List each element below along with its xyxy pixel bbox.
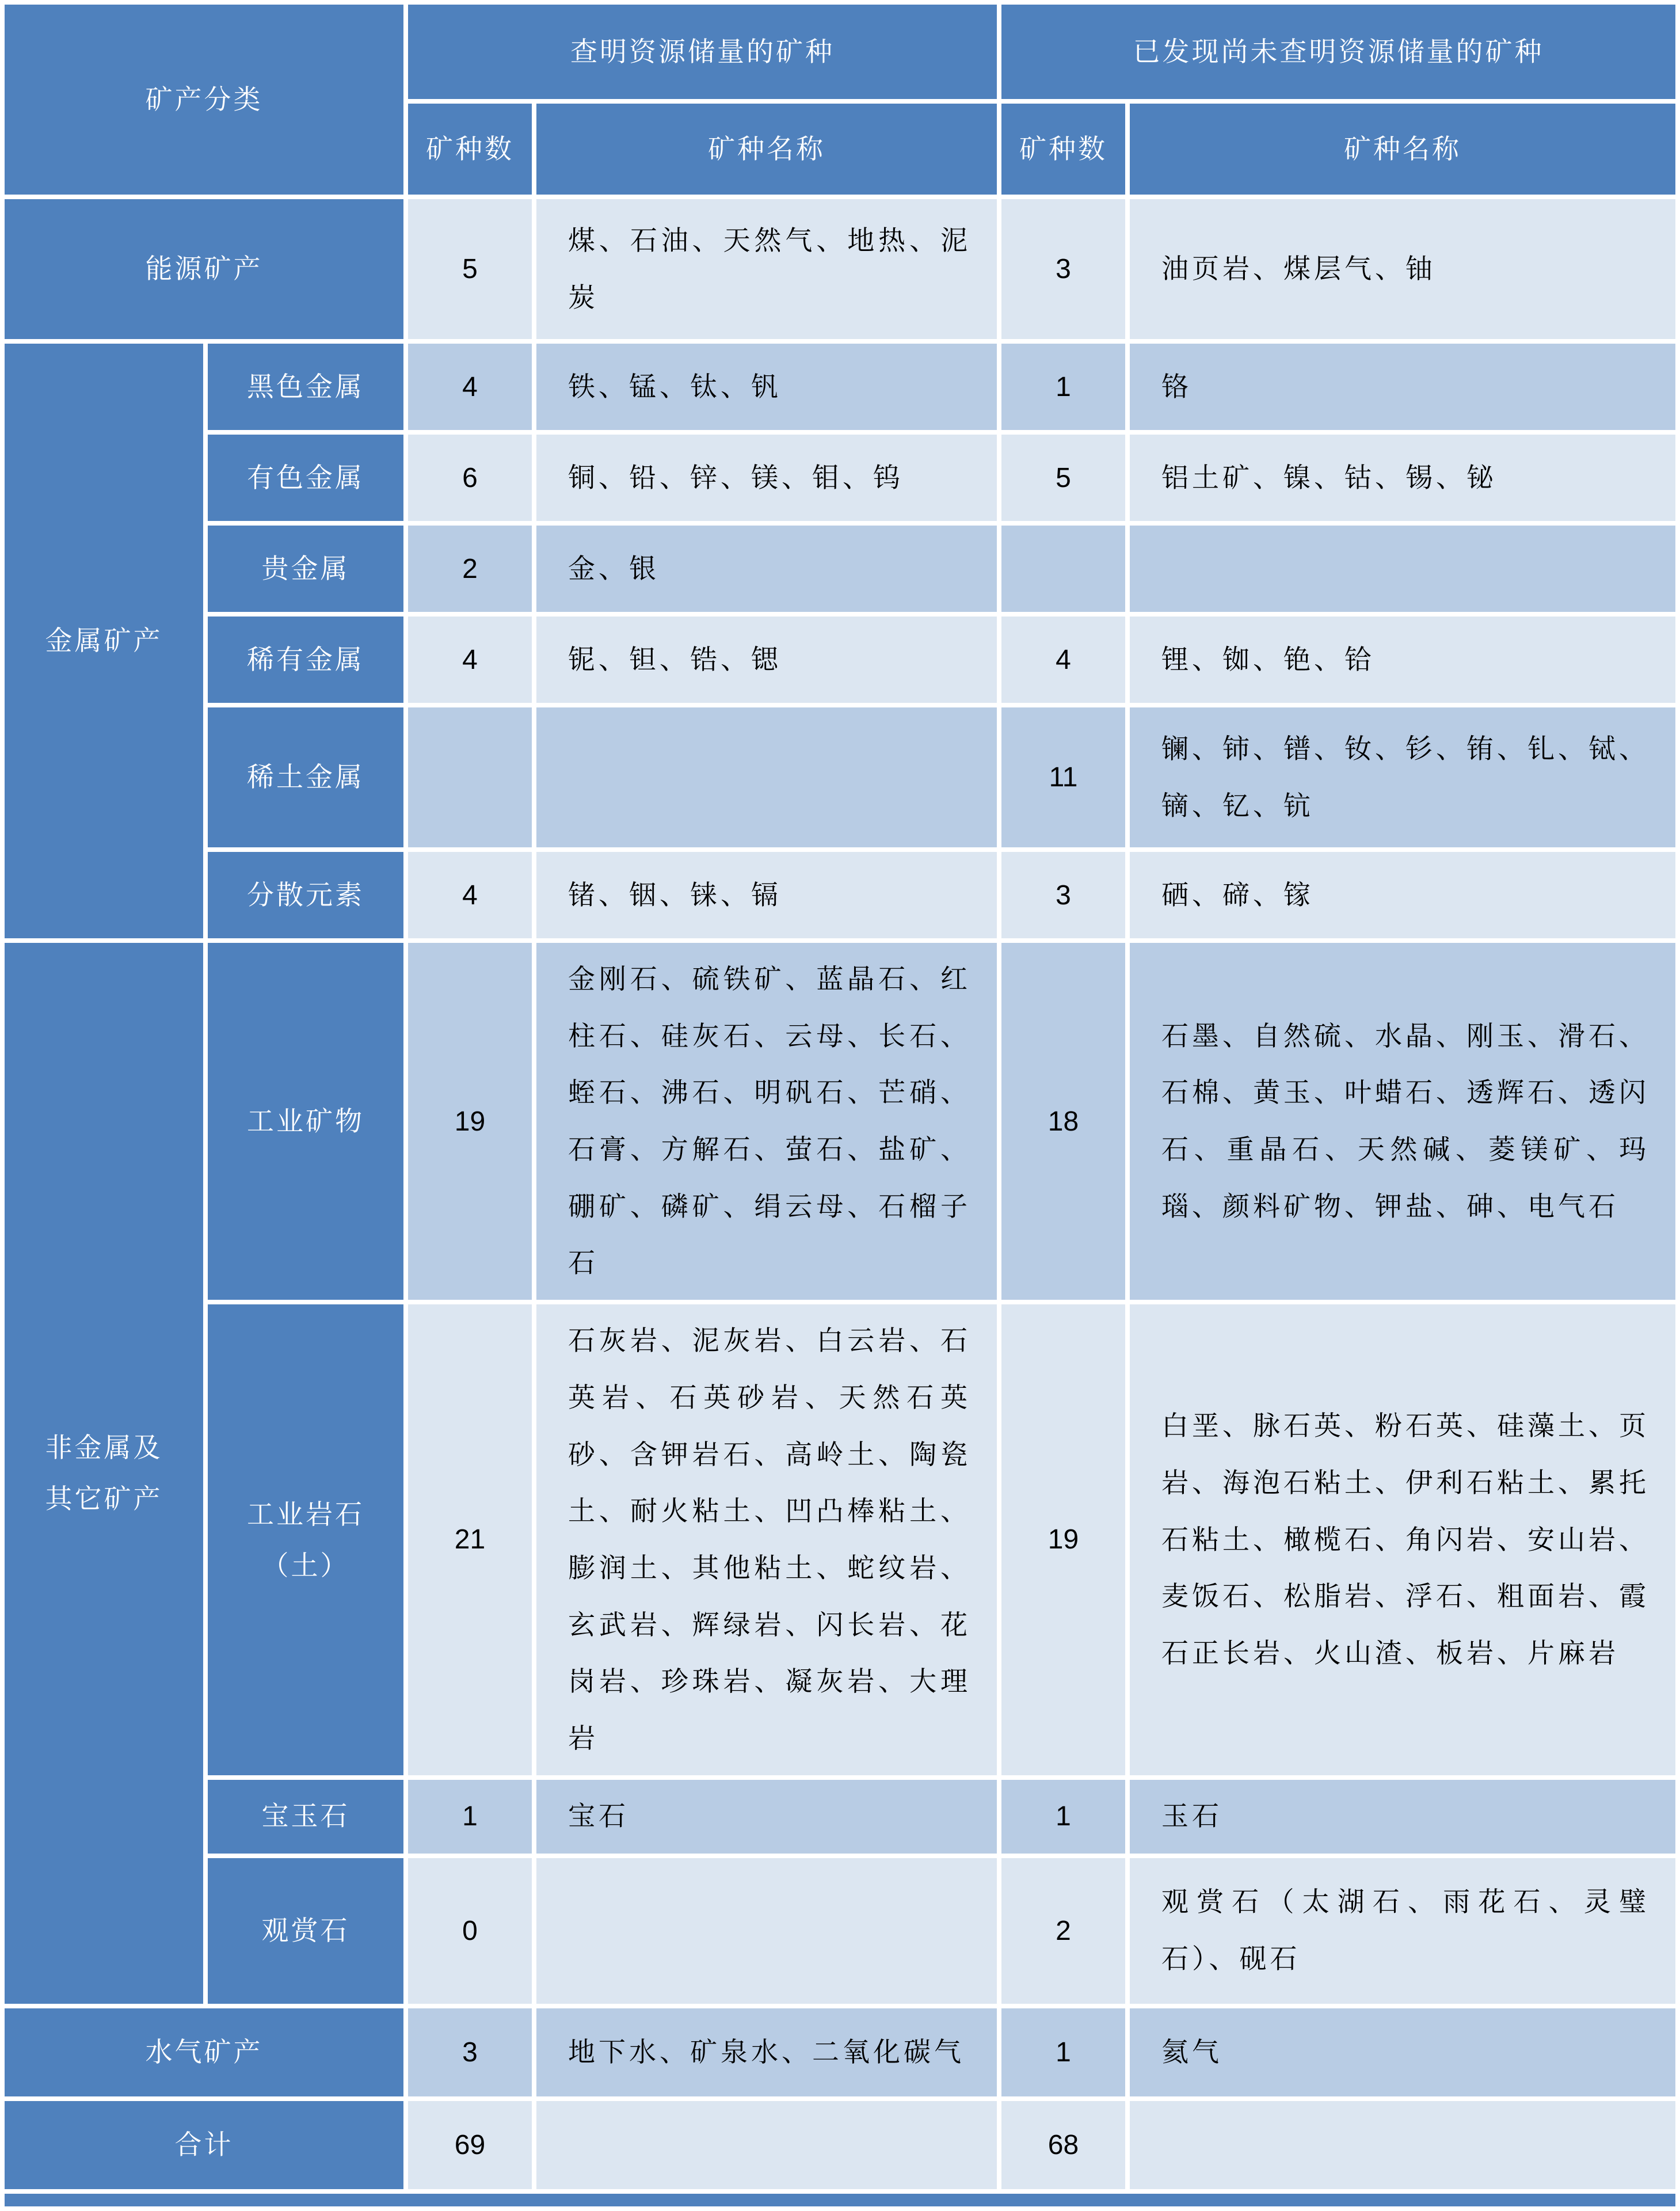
cell-ferrous-id-names: 铁、锰、钛、钒 [536, 344, 997, 430]
cell-dispersed-disc-names: 硒、碲、镓 [1130, 852, 1675, 938]
cell-rare-earth-id-names [536, 707, 997, 847]
cell-ferrous-disc-count: 1 [1001, 344, 1125, 430]
cell-industrial-rocks-id-count: 21 [408, 1304, 532, 1775]
row-rare [5, 617, 1675, 703]
cell-water-gas-id-names: 地下水、矿泉水、二氧化碳气 [536, 2008, 997, 2096]
cell-rare-earth-id-count [408, 707, 532, 847]
cell-ferrous-label: 黑色金属 [208, 344, 403, 430]
cell-water-gas-disc-names: 氦气 [1130, 2008, 1675, 2096]
row-rare-earth [5, 707, 1675, 847]
header-discovered-group: 已发现尚未查明资源储量的矿种 [1001, 5, 1675, 99]
cell-energy-id-count: 5 [408, 199, 532, 339]
cell-industrial-minerals-id-count: 19 [408, 943, 532, 1300]
cell-dispersed-disc-count: 3 [1001, 852, 1125, 938]
cell-total-disc-names [1130, 2101, 1675, 2189]
cell-rare-id-names: 铌、钽、锆、锶 [536, 617, 997, 703]
row-ferrous [5, 344, 1675, 430]
cell-precious-label: 贵金属 [208, 526, 403, 612]
cell-precious-disc-names [1130, 526, 1675, 612]
cell-ornamental-id-names [536, 1858, 997, 2004]
cell-water-gas-id-count: 3 [408, 2008, 532, 2096]
cell-industrial-rocks-label-line2: （土） [261, 1550, 350, 1581]
cell-nonferrous-disc-count: 5 [1001, 435, 1125, 521]
header-discovered-count: 矿种数 [1001, 104, 1125, 195]
cell-industrial-minerals-disc-count: 18 [1001, 943, 1125, 1300]
cell-dispersed-id-count: 4 [408, 852, 532, 938]
cell-industrial-rocks-label-line1: 工业岩石 [247, 1498, 364, 1529]
row-dispersed [5, 852, 1675, 938]
cell-gem-jade-id-count: 1 [408, 1780, 532, 1854]
cell-ornamental-disc-names: 观赏石（太湖石、雨花石、灵璧石）、砚石 [1130, 1858, 1675, 2004]
cell-precious-disc-count [1001, 526, 1125, 612]
cell-nonmetal-label [5, 943, 203, 2004]
cell-rare-earth-disc-count: 11 [1001, 707, 1125, 847]
row-total [5, 2101, 1675, 2189]
cell-gem-jade-disc-names: 玉石 [1130, 1780, 1675, 1854]
header-category: 矿产分类 [5, 5, 403, 195]
cell-ornamental-id-count: 0 [408, 1858, 532, 2004]
cell-dispersed-label: 分散元素 [208, 852, 403, 938]
cell-rare-disc-names: 锂、铷、铯、铪 [1130, 617, 1675, 703]
cell-dispersed-id-names: 锗、铟、铼、镉 [536, 852, 997, 938]
row-nonferrous [5, 435, 1675, 521]
cell-industrial-rocks-label [208, 1304, 403, 1775]
cell-nonferrous-label: 有色金属 [208, 435, 403, 521]
cell-nonferrous-disc-names: 铝土矿、镍、钴、锡、铋 [1130, 435, 1675, 521]
cell-nonferrous-id-count: 6 [408, 435, 532, 521]
cell-energy-id-names: 煤、石油、天然气、地热、泥炭 [536, 199, 997, 339]
cell-gem-jade-disc-count: 1 [1001, 1780, 1125, 1854]
row-gem-jade [5, 1780, 1675, 1854]
cell-energy-disc-names: 油页岩、煤层气、铀 [1130, 199, 1675, 339]
row-water-gas [5, 2008, 1675, 2096]
cell-rare-label: 稀有金属 [208, 617, 403, 703]
table-bottom-border [5, 2194, 1675, 2206]
cell-ferrous-id-count: 4 [408, 344, 532, 430]
cell-water-gas-label: 水气矿产 [5, 2008, 403, 2096]
header-identified-names: 矿种名称 [536, 104, 997, 195]
cell-rare-earth-label: 稀土金属 [208, 707, 403, 847]
cell-industrial-rocks-disc-names: 白垩、脉石英、粉石英、硅藻土、页岩、海泡石粘土、伊利石粘土、累托石粘土、橄榄石、角闪岩、安山岩、麦饭石、松脂岩、浮石、粗面岩、霞石正长岩、火山渣、板岩、片麻岩 [1130, 1304, 1675, 1775]
cell-ornamental-disc-count: 2 [1001, 1858, 1125, 2004]
header-identified-count: 矿种数 [408, 104, 532, 195]
cell-nonmetal-label-line2: 其它矿产 [45, 1483, 163, 1514]
cell-industrial-minerals-label: 工业矿物 [208, 943, 403, 1300]
cell-gem-jade-label: 宝玉石 [208, 1780, 403, 1854]
cell-nonferrous-id-names: 铜、铅、锌、镁、钼、钨 [536, 435, 997, 521]
cell-industrial-rocks-id-names: 石灰岩、泥灰岩、白云岩、石英岩、石英砂岩、天然石英砂、含钾岩石、高岭土、陶瓷土、耐火粘土、凹凸棒粘土、膨润土、其他粘土、蛇纹岩、玄武岩、辉绿岩、闪长岩、花岗岩、珍珠岩、凝灰岩、大理岩 [536, 1304, 997, 1775]
cell-metal-label: 金属矿产 [5, 344, 203, 938]
row-industrial-rocks [5, 1304, 1675, 1775]
header-identified-group: 查明资源储量的矿种 [408, 5, 997, 99]
cell-nonmetal-label-line1: 非金属及 [45, 1432, 163, 1463]
row-precious [5, 526, 1675, 612]
cell-ornamental-label: 观赏石 [208, 1858, 403, 2004]
cell-rare-earth-disc-names: 镧、铈、镨、钕、钐、铕、钆、铽、镝、钇、钪 [1130, 707, 1675, 847]
cell-rare-id-count: 4 [408, 617, 532, 703]
cell-total-label: 合计 [5, 2101, 403, 2189]
cell-industrial-minerals-disc-names: 石墨、自然硫、水晶、刚玉、滑石、石棉、黄玉、叶蜡石、透辉石、透闪石、重晶石、天然碱、菱镁矿、玛瑙、颜料矿物、钾盐、砷、电气石 [1130, 943, 1675, 1300]
cell-ferrous-disc-names: 铬 [1130, 344, 1675, 430]
cell-water-gas-disc-count: 1 [1001, 2008, 1125, 2096]
cell-precious-id-names: 金、银 [536, 526, 997, 612]
cell-energy-label: 能源矿产 [5, 199, 403, 339]
header-discovered-names: 矿种名称 [1130, 104, 1675, 195]
cell-rare-disc-count: 4 [1001, 617, 1125, 703]
cell-total-id-names [536, 2101, 997, 2189]
cell-industrial-minerals-id-names: 金刚石、硫铁矿、蓝晶石、红柱石、硅灰石、云母、长石、蛭石、沸石、明矾石、芒硝、石膏、方解石、萤石、盐矿、硼矿、磷矿、绢云母、石榴子石 [536, 943, 997, 1300]
cell-industrial-rocks-disc-count: 19 [1001, 1304, 1125, 1775]
cell-gem-jade-id-names: 宝石 [536, 1780, 997, 1854]
cell-total-id-count: 69 [408, 2101, 532, 2189]
cell-energy-disc-count: 3 [1001, 199, 1125, 339]
row-energy [5, 199, 1675, 339]
row-ornamental [5, 1858, 1675, 2004]
cell-total-disc-count: 68 [1001, 2101, 1125, 2189]
cell-precious-id-count: 2 [408, 526, 532, 612]
row-industrial-minerals [5, 943, 1675, 1300]
